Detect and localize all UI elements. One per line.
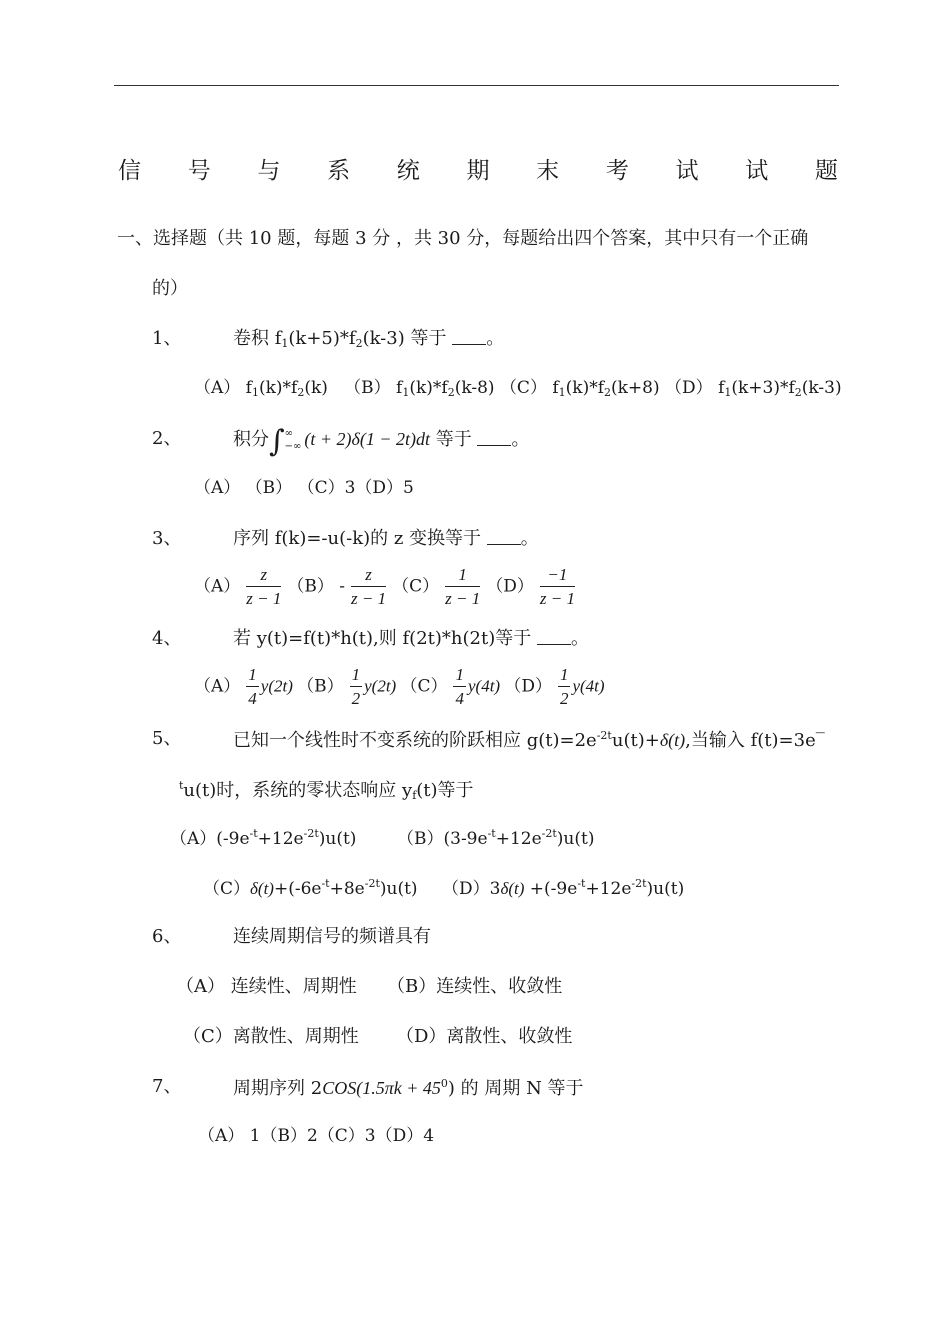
option-a: $(A)(-9e^{-t}+12e^{-2t})u(t)$ <box>170 827 357 849</box>
question-3-stem: 序列 f(k)=-u(-k)的 z 变换等于 。 <box>233 528 539 549</box>
question-number: 7、 <box>152 1076 182 1097</box>
option-label: （C） <box>392 576 440 597</box>
option-d: （D） $f_1(k+3)*f_2(k-3)$ <box>665 378 842 399</box>
option-label: （D） <box>504 676 552 697</box>
question-1-options <box>194 380 842 398</box>
option-b: （B） $f_1(k)*f_2(k-8)$ <box>344 378 495 399</box>
section-heading-cont: 的） <box>152 278 188 299</box>
option-label: （B） - <box>287 576 346 597</box>
question-1-stem: 卷积 $f_1(k+5)*f_2(k-3)$ 等于 。 <box>233 328 505 350</box>
option-c: （C）离散性、周期性 <box>183 1026 359 1047</box>
option-b: （B）连续性、收敛性 <box>387 976 563 997</box>
fraction: $\frac{-1}{z - 1}$ <box>539 565 575 608</box>
question-7-options: （A） 1（B）2（C）3（D）4 <box>198 1126 435 1146</box>
title-char: 试 <box>675 158 699 184</box>
fraction: $\frac{1}{4}$ <box>455 665 464 708</box>
option-d: $(D)3\delta(t) +(-9e^{-t}+12e^{-2t})u(t)$ <box>442 877 685 899</box>
option-expr: y(2t) <box>260 676 298 696</box>
option-expr: y(4t) <box>467 676 505 696</box>
fraction: $\frac{1}{2}$ <box>351 665 361 708</box>
option-c: （C） $f_1(k)*f_2(k+8)$ <box>499 378 660 399</box>
question-number: 6、 <box>152 926 182 947</box>
question-number: 5、 <box>152 728 182 749</box>
title-char: 试 <box>745 158 769 184</box>
question-4-stem: 若 y(t)=f(t)*h(t),则 f(2t)*h(2t)等于 。 <box>233 628 589 649</box>
question-2-stem: 积分∫∞ −∞ (t + 2)δ(1 − 2t)dt 等于 。 <box>233 424 530 459</box>
title-char: 统 <box>396 158 420 184</box>
option-a: （A） $f_1(k)*f_2(k)$ <box>194 378 328 399</box>
fraction: $\frac{z}{z - 1}$ <box>351 565 387 608</box>
question-number: 3、 <box>152 528 182 549</box>
title-char: 与 <box>257 158 281 184</box>
fraction: $\frac{z}{z - 1}$ <box>246 565 282 608</box>
option-expr: y(4t) <box>572 676 605 696</box>
title-char: 考 <box>605 158 629 184</box>
fraction: $\frac{1}{4}$ <box>248 665 257 708</box>
option-expr: y(2t) <box>364 676 401 696</box>
question-2-options: （A） （B） （C）3（D）5 <box>194 478 414 498</box>
section-heading: 一、选择题（共 10 题，每题 3 分 ，共 30 分，每题给出四个答案，其中只有一个正确 <box>117 228 809 249</box>
title-char: 末 <box>536 158 560 184</box>
question-3-options <box>194 566 581 608</box>
integral-limits: ∞ −∞ <box>284 428 302 452</box>
question-4-options <box>194 666 605 708</box>
option-label: （C） <box>400 676 448 697</box>
question-number: 2、 <box>152 428 182 449</box>
question-5-stem: 已知一个线性时不变系统的阶跃相应 $g(t)=2e^{-2t}u(t)+\delta(t)$,当输入 f(t)=3e‾ <box>233 729 825 751</box>
page-title <box>118 152 838 185</box>
option-label: （A） <box>194 676 241 697</box>
option-label: （B） <box>297 676 344 697</box>
title-char: 号 <box>187 158 211 184</box>
top-rule <box>114 85 839 86</box>
question-number: 1、 <box>152 328 182 349</box>
title-char: 期 <box>466 158 490 184</box>
integral-symbol: ∫ <box>269 424 285 459</box>
title-char: 题 <box>814 158 838 184</box>
fraction: $\frac{1}{2}$ <box>559 665 569 708</box>
title-char: 信 <box>118 158 141 184</box>
question-number: 4、 <box>152 628 182 649</box>
question-6-stem: 连续周期信号的频谱具有 <box>233 926 431 947</box>
option-a: （A） 连续性、周期性 <box>176 976 357 997</box>
option-c: $(C)\delta(t)+(-6e^{-t}+8e^{-2t})u(t)$ <box>203 877 418 899</box>
option-d: （D）离散性、收敛性 <box>396 1026 573 1047</box>
fraction: $\frac{1}{z - 1}$ <box>445 565 481 608</box>
option-label: （D） <box>486 576 534 597</box>
option-label: （A） <box>194 576 241 597</box>
question-7-stem: 周期序列 $2COS(1.5\pi k + 45^0)$ 的 周期 N 等于 <box>233 1077 584 1099</box>
title-char: 系 <box>327 158 351 184</box>
option-b: $(B)(3-9e^{-t}+12e^{-2t})u(t)$ <box>397 827 595 849</box>
question-5-stem-cont: $^t$u(t)时，系统的零状态响应 $y_f(t)$等于 <box>179 779 474 802</box>
